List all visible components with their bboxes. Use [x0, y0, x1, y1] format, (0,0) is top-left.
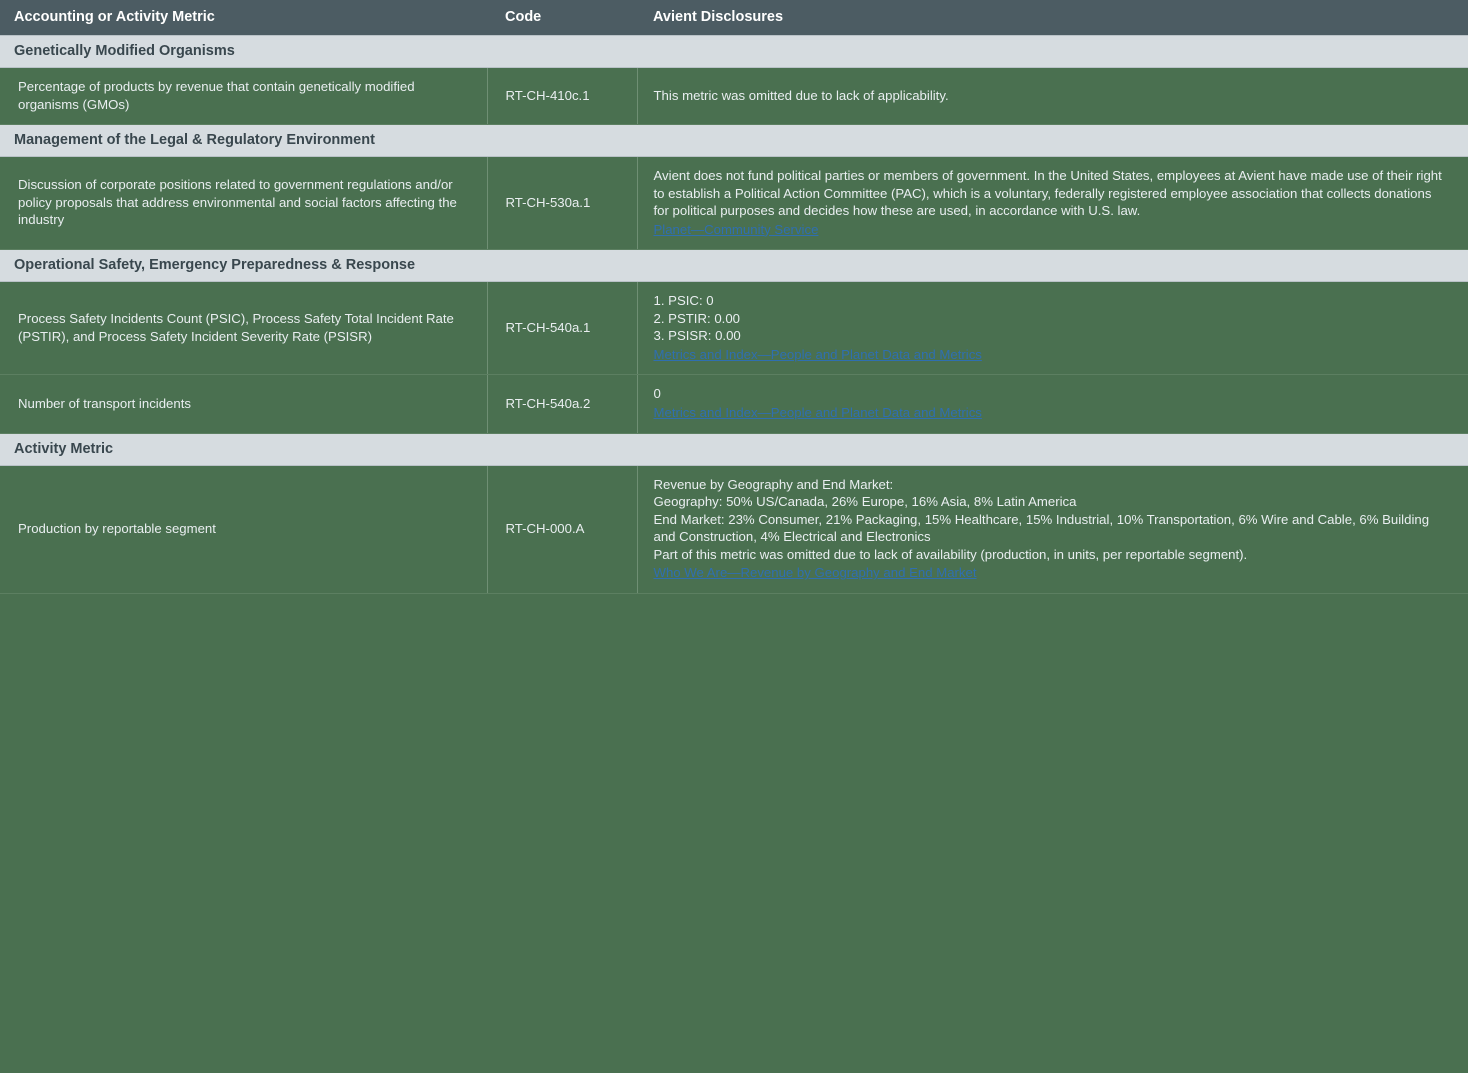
table-row	[0, 68, 1468, 125]
disclosure-cell	[637, 465, 1468, 593]
metric-text: Number of transport incidents	[0, 375, 487, 433]
column-header-disclosures: Avient Disclosures	[637, 0, 1468, 36]
metric-code: RT-CH-540a.1	[487, 282, 637, 375]
metric-text: Percentage of products by revenue that contain genetically modified organisms (GMOs)	[0, 68, 487, 125]
disclosure-line: Geography: 50% US/Canada, 26% Europe, 16% Asia, 8% Latin America	[653, 494, 1077, 510]
section-title: Genetically Modified Organisms	[0, 36, 1468, 68]
metric-code: RT-CH-000.A	[487, 465, 637, 593]
section-title: Activity Metric	[0, 433, 1468, 465]
disclosure-link[interactable]: Who We Are—Revenue by Geography and End Market	[653, 565, 977, 581]
column-header-metric: Accounting or Activity Metric	[0, 0, 487, 36]
table-row	[0, 375, 1468, 433]
metric-text: Process Safety Incidents Count (PSIC), Process Safety Total Incident Rate (PSTIR), and Process Safety Incident Severity Rate (PSISR)	[0, 282, 487, 375]
disclosure-cell	[637, 282, 1468, 375]
disclosure-line: Avient does not fund political parties or members of government. In the United States, employees at Avient have made use of their right to establish a Political Action Committee (PAC), which is a voluntary, federally registered employee association that collects donations for political purposes and decides how these are used, in accordance with U.S. law.	[653, 168, 1442, 219]
disclosure-link[interactable]: Metrics and Index—People and Planet Data and Metrics	[653, 346, 982, 362]
metric-code: RT-CH-540a.2	[487, 375, 637, 433]
table-row	[0, 465, 1468, 593]
disclosure-link[interactable]: Planet—Community Service	[653, 221, 819, 237]
metric-code: RT-CH-410c.1	[487, 68, 637, 125]
disclosure-line: 0	[653, 386, 661, 402]
table-row	[0, 282, 1468, 375]
metric-text: Production by reportable segment	[0, 465, 487, 593]
table-row	[0, 157, 1468, 250]
disclosure-cell	[637, 157, 1468, 250]
disclosure-line: This metric was omitted due to lack of applicability.	[653, 87, 949, 103]
disclosure-line: 3. PSISR: 0.00	[653, 328, 741, 344]
disclosure-line: Revenue by Geography and End Market:	[653, 476, 894, 492]
table-body	[0, 36, 1468, 594]
table-header	[0, 0, 1468, 36]
section-header-row	[0, 433, 1468, 465]
section-title: Management of the Legal & Regulatory Environment	[0, 125, 1468, 157]
column-header-code: Code	[487, 0, 637, 36]
disclosure-line: Part of this metric was omitted due to lack of availability (production, in units, per reportable segment).	[653, 546, 1248, 562]
disclosure-line: 1. PSIC: 0	[653, 293, 714, 309]
section-header-row	[0, 250, 1468, 282]
disclosure-line: End Market: 23% Consumer, 21% Packaging, 15% Healthcare, 15% Industrial, 10% Transportation, 6% Wire and Cable, 6% Building and Construction, 4% Electrical and Electronics	[653, 511, 1430, 545]
table-header-row	[0, 0, 1468, 36]
section-title: Operational Safety, Emergency Preparedness & Response	[0, 250, 1468, 282]
disclosure-cell	[637, 375, 1468, 433]
disclosure-cell	[637, 68, 1468, 125]
disclosure-link[interactable]: Metrics and Index—People and Planet Data and Metrics	[653, 405, 982, 421]
metric-code: RT-CH-530a.1	[487, 157, 637, 250]
section-header-row	[0, 125, 1468, 157]
disclosure-line: 2. PSTIR: 0.00	[653, 310, 740, 326]
metric-text: Discussion of corporate positions related to government regulations and/or policy proposals that address environmental and social factors affecting the industry	[0, 157, 487, 250]
section-header-row	[0, 36, 1468, 68]
